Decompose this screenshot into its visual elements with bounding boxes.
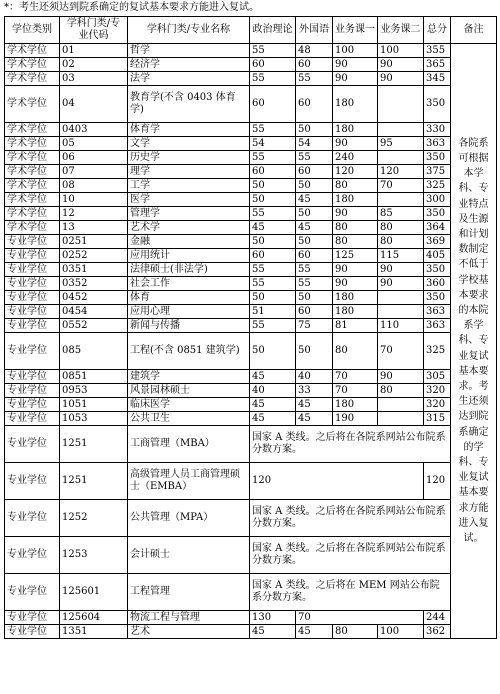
cell-politics: 51 xyxy=(250,305,296,319)
cell-course1: 120 xyxy=(333,165,378,179)
cell-foreign: 50 xyxy=(296,123,333,137)
cell-name: 历史学 xyxy=(128,151,250,165)
table-row xyxy=(5,574,497,611)
cell-politics: 40 xyxy=(250,384,296,398)
table-row xyxy=(5,263,497,277)
cell-politics: 55 xyxy=(250,123,296,137)
cell-total: 305 xyxy=(424,370,451,384)
cell-type: 专业学位 xyxy=(5,537,60,574)
cell-name: 新闻与传播 xyxy=(128,319,250,333)
cell-course1: 80 xyxy=(333,625,378,639)
cell-total: 365 xyxy=(424,58,451,72)
cell-name: 体育学 xyxy=(128,123,250,137)
cell-span-note: 国家 A 类线。之后将在各院系网站公布院系分数方案。 xyxy=(250,426,451,463)
cell-name: 公共管理（MPA） xyxy=(128,500,250,537)
cell-politics: 55 xyxy=(250,72,296,86)
cell-course2: 90 xyxy=(378,72,424,86)
cell-course1: 70 xyxy=(333,384,378,398)
cell-type: 专业学位 xyxy=(5,574,60,611)
cell-type: 专业学位 xyxy=(5,249,60,263)
cell-type: 专业学位 xyxy=(5,463,60,500)
cell-type: 学术学位 xyxy=(5,221,60,235)
cell-politics: 60 xyxy=(250,58,296,72)
cell-code: 01 xyxy=(60,44,128,58)
cell-foreign: 55 xyxy=(296,151,333,165)
cell-foreign: 60 xyxy=(296,58,333,72)
cell-course2 xyxy=(378,412,424,426)
cell-politics: 45 xyxy=(250,398,296,412)
cell-code: 0403 xyxy=(60,123,128,137)
cell-course1: 180 xyxy=(333,193,378,207)
cell-total: 362 xyxy=(424,625,451,639)
cell-politics: 50 xyxy=(250,235,296,249)
cell-type: 学术学位 xyxy=(5,207,60,221)
cell-politics: 55 xyxy=(250,151,296,165)
cell-name: 医学 xyxy=(128,193,250,207)
cell-politics: 54 xyxy=(250,137,296,151)
cell-total: 325 xyxy=(424,333,451,370)
cell-type: 学术学位 xyxy=(5,44,60,58)
cell-course2: 115 xyxy=(378,249,424,263)
table-row xyxy=(5,179,497,193)
cell-name: 临床医学 xyxy=(128,398,250,412)
cell-total: 244 xyxy=(424,611,451,625)
cell-politics: 50 xyxy=(250,179,296,193)
cell-course2: 120 xyxy=(378,165,424,179)
table-row xyxy=(5,625,497,639)
cell-course2: 80 xyxy=(378,221,424,235)
cell-politics: 120 xyxy=(250,463,424,500)
cell-course2 xyxy=(378,291,424,305)
cell-name: 管理学 xyxy=(128,207,250,221)
cell-code: 1053 xyxy=(60,412,128,426)
cell-course2: 110 xyxy=(378,319,424,333)
cell-type: 学术学位 xyxy=(5,86,60,123)
score-table xyxy=(4,16,497,639)
cell-foreign: 60 xyxy=(296,249,333,263)
header-name: 学科门类/专业名称 xyxy=(128,17,250,44)
cell-course2 xyxy=(378,151,424,165)
cell-code: 10 xyxy=(60,193,128,207)
cell-course2 xyxy=(378,305,424,319)
table-row xyxy=(5,426,497,463)
cell-name: 公共卫生 xyxy=(128,412,250,426)
cell-foreign: 54 xyxy=(296,137,333,151)
table-row xyxy=(5,44,497,58)
cell-total: 350 xyxy=(424,263,451,277)
cell-code: 1253 xyxy=(60,537,128,574)
cell-course1: 240 xyxy=(333,151,378,165)
cell-name: 艺术 xyxy=(128,625,250,639)
cell-code: 07 xyxy=(60,165,128,179)
cell-name: 经济学 xyxy=(128,58,250,72)
table-row xyxy=(5,611,497,625)
cell-course2 xyxy=(378,398,424,412)
cell-code: 08 xyxy=(60,179,128,193)
header-type: 学位类别 xyxy=(5,17,60,44)
cell-code: 02 xyxy=(60,58,128,72)
cell-name: 高级管理人员工商管理硕士（EMBA） xyxy=(128,463,250,500)
table-row xyxy=(5,193,497,207)
cell-type: 学术学位 xyxy=(5,137,60,151)
cell-type: 专业学位 xyxy=(5,500,60,537)
cell-course1: 180 xyxy=(333,398,378,412)
cell-foreign: 45 xyxy=(296,412,333,426)
cell-total: 364 xyxy=(424,221,451,235)
cell-code: 0351 xyxy=(60,263,128,277)
table-row xyxy=(5,333,497,370)
cell-code: 0252 xyxy=(60,249,128,263)
cell-course2 xyxy=(378,86,424,123)
cell-politics: 60 xyxy=(250,86,296,123)
cell-code: 125601 xyxy=(60,574,128,611)
table-row xyxy=(5,412,497,426)
cell-foreign: 75 xyxy=(296,319,333,333)
header-total: 总分 xyxy=(424,17,451,44)
cell-code: 1251 xyxy=(60,463,128,500)
cell-course2: 90 xyxy=(378,277,424,291)
cell-course1: 180 xyxy=(333,291,378,305)
footnote: *：考生还须达到院系确定的复试基本要求方能进入复试。 xyxy=(4,2,259,13)
table-row xyxy=(5,537,497,574)
cell-politics: 45 xyxy=(250,412,296,426)
cell-total: 325 xyxy=(424,179,451,193)
cell-politics: 45 xyxy=(250,221,296,235)
cell-type: 专业学位 xyxy=(5,291,60,305)
cell-code: 0454 xyxy=(60,305,128,319)
cell-total: 320 xyxy=(424,384,451,398)
table-row xyxy=(5,235,497,249)
cell-code: 06 xyxy=(60,151,128,165)
cell-course1: 180 xyxy=(333,123,378,137)
cell-code: 1252 xyxy=(60,500,128,537)
table-row xyxy=(5,463,497,500)
cell-foreign: 50 xyxy=(296,207,333,221)
cell-total: 363 xyxy=(424,137,451,151)
cell-foreign: 50 xyxy=(296,291,333,305)
cell-course2: 70 xyxy=(378,333,424,370)
cell-type: 专业学位 xyxy=(5,333,60,370)
cell-total: 375 xyxy=(424,165,451,179)
cell-code: 04 xyxy=(60,86,128,123)
cell-name: 社会工作 xyxy=(128,277,250,291)
cell-course1: 90 xyxy=(333,72,378,86)
cell-foreign: 48 xyxy=(296,44,333,58)
table-row xyxy=(5,305,497,319)
cell-course2: 100 xyxy=(378,44,424,58)
cell-name: 工程(不含 0851 建筑学) xyxy=(128,333,250,370)
cell-politics: 50 xyxy=(250,333,296,370)
cell-type: 专业学位 xyxy=(5,263,60,277)
table-row xyxy=(5,137,497,151)
cell-course2: 80 xyxy=(378,384,424,398)
cell-name: 体育 xyxy=(128,291,250,305)
table-row xyxy=(5,207,497,221)
cell-total: 363 xyxy=(424,305,451,319)
header-code: 学科门类/专业代码 xyxy=(60,17,128,44)
cell-type: 专业学位 xyxy=(5,384,60,398)
cell-foreign: 50 xyxy=(296,179,333,193)
cell-name: 建筑学 xyxy=(128,370,250,384)
header-politics: 政治理论 xyxy=(250,17,296,44)
cell-total: 350 xyxy=(424,86,451,123)
cell-total: 345 xyxy=(424,72,451,86)
cell-name: 工商管理（MBA） xyxy=(128,426,250,463)
table-row xyxy=(5,72,497,86)
cell-name: 工学 xyxy=(128,179,250,193)
cell-total: 315 xyxy=(424,412,451,426)
cell-type: 专业学位 xyxy=(5,426,60,463)
cell-politics: 55 xyxy=(250,207,296,221)
cell-name: 理学 xyxy=(128,165,250,179)
cell-course1: 90 xyxy=(333,58,378,72)
remark-cell: 各院系可根据本学科、专业特点及生源和计划数制定不低于学校基本要求的本院系学科、专业复试基本要求。考生还须达到院系确定的学科、专业复试基本要求方能进入复试。 xyxy=(451,44,497,639)
table-row xyxy=(5,86,497,123)
cell-type: 专业学位 xyxy=(5,412,60,426)
cell-foreign: 60 xyxy=(296,305,333,319)
cell-code: 0352 xyxy=(60,277,128,291)
cell-name: 艺术学 xyxy=(128,221,250,235)
cell-type: 专业学位 xyxy=(5,277,60,291)
table-row xyxy=(5,319,497,333)
cell-name: 教育学(不含 0403 体育学) xyxy=(128,86,250,123)
cell-type: 专业学位 xyxy=(5,398,60,412)
table-row xyxy=(5,249,497,263)
cell-foreign: 45 xyxy=(296,221,333,235)
cell-foreign: 50 xyxy=(296,235,333,249)
cell-type: 专业学位 xyxy=(5,305,60,319)
cell-foreign: 50 xyxy=(296,333,333,370)
cell-name: 法学 xyxy=(128,72,250,86)
table-row xyxy=(5,277,497,291)
cell-name: 会计硕士 xyxy=(128,537,250,574)
cell-course1: 80 xyxy=(333,333,378,370)
cell-course1: 180 xyxy=(333,86,378,123)
cell-course1: 190 xyxy=(333,412,378,426)
cell-course1: 70 xyxy=(333,370,378,384)
cell-politics: 55 xyxy=(250,319,296,333)
cell-course2: 90 xyxy=(378,370,424,384)
cell-code: 03 xyxy=(60,72,128,86)
cell-name: 风景园林硕士 xyxy=(128,384,250,398)
cell-type: 学术学位 xyxy=(5,151,60,165)
cell-type: 学术学位 xyxy=(5,193,60,207)
cell-course2: 85 xyxy=(378,207,424,221)
header-remark: 备注 xyxy=(451,17,497,44)
cell-code: 0452 xyxy=(60,291,128,305)
cell-type: 学术学位 xyxy=(5,72,60,86)
cell-foreign: 70 xyxy=(296,611,424,625)
cell-span-note: 国家 A 类线。之后将在 MEM 网站公布院系分数方案。 xyxy=(250,574,451,611)
cell-total: 300 xyxy=(424,193,451,207)
cell-course1: 80 xyxy=(333,235,378,249)
cell-code: 0251 xyxy=(60,235,128,249)
cell-politics: 55 xyxy=(250,44,296,58)
cell-name: 应用统计 xyxy=(128,249,250,263)
cell-type: 学术学位 xyxy=(5,179,60,193)
cell-course1: 81 xyxy=(333,319,378,333)
cell-course2: 80 xyxy=(378,235,424,249)
table-row xyxy=(5,384,497,398)
table-row xyxy=(5,58,497,72)
cell-total: 369 xyxy=(424,235,451,249)
cell-foreign: 55 xyxy=(296,72,333,86)
cell-foreign: 33 xyxy=(296,384,333,398)
cell-code: 0953 xyxy=(60,384,128,398)
cell-name: 应用心理 xyxy=(128,305,250,319)
header-foreign: 外国语 xyxy=(296,17,333,44)
cell-course1: 100 xyxy=(333,44,378,58)
cell-politics: 45 xyxy=(250,370,296,384)
cell-code: 0552 xyxy=(60,319,128,333)
cell-type: 专业学位 xyxy=(5,611,60,625)
cell-total: 350 xyxy=(424,207,451,221)
table-row xyxy=(5,151,497,165)
cell-span-note: 国家 A 类线。之后将在各院系网站公布院系分数方案。 xyxy=(250,500,451,537)
cell-politics: 60 xyxy=(250,249,296,263)
table-body xyxy=(5,44,497,639)
table-row xyxy=(5,500,497,537)
cell-type: 学术学位 xyxy=(5,165,60,179)
cell-politics: 55 xyxy=(250,263,296,277)
cell-foreign: 45 xyxy=(296,193,333,207)
cell-course1: 180 xyxy=(333,305,378,319)
cell-code: 085 xyxy=(60,333,128,370)
cell-course2 xyxy=(378,193,424,207)
cell-course1: 90 xyxy=(333,207,378,221)
table-row xyxy=(5,123,497,137)
cell-code: 13 xyxy=(60,221,128,235)
cell-course1: 90 xyxy=(333,137,378,151)
cell-code: 0851 xyxy=(60,370,128,384)
cell-code: 1051 xyxy=(60,398,128,412)
cell-code: 1251 xyxy=(60,426,128,463)
table-row xyxy=(5,398,497,412)
cell-politics: 130 xyxy=(250,611,296,625)
cell-foreign: 45 xyxy=(296,625,333,639)
cell-course2 xyxy=(378,123,424,137)
cell-foreign: 40 xyxy=(296,370,333,384)
cell-total: 120 xyxy=(424,463,451,500)
cell-total: 363 xyxy=(424,319,451,333)
table-row xyxy=(5,221,497,235)
cell-politics: 50 xyxy=(250,193,296,207)
cell-type: 专业学位 xyxy=(5,319,60,333)
cell-foreign: 60 xyxy=(296,165,333,179)
cell-course2: 70 xyxy=(378,179,424,193)
cell-code: 125604 xyxy=(60,611,128,625)
table-row xyxy=(5,165,497,179)
cell-code: 1351 xyxy=(60,625,128,639)
cell-course1: 80 xyxy=(333,221,378,235)
cell-foreign: 55 xyxy=(296,263,333,277)
cell-name: 金融 xyxy=(128,235,250,249)
cell-total: 355 xyxy=(424,44,451,58)
cell-course1: 125 xyxy=(333,249,378,263)
cell-type: 专业学位 xyxy=(5,625,60,639)
cell-politics: 50 xyxy=(250,291,296,305)
cell-code: 05 xyxy=(60,137,128,151)
cell-total: 405 xyxy=(424,249,451,263)
cell-politics: 60 xyxy=(250,165,296,179)
cell-foreign: 55 xyxy=(296,277,333,291)
cell-name: 哲学 xyxy=(128,44,250,58)
cell-total: 350 xyxy=(424,291,451,305)
cell-course2: 95 xyxy=(378,137,424,151)
cell-politics: 45 xyxy=(250,625,296,639)
cell-politics: 55 xyxy=(250,277,296,291)
header-course2: 业务课二 xyxy=(378,17,424,44)
cell-total: 360 xyxy=(424,277,451,291)
cell-type: 学术学位 xyxy=(5,123,60,137)
header-row xyxy=(5,17,497,44)
cell-type: 专业学位 xyxy=(5,235,60,249)
cell-total: 350 xyxy=(424,151,451,165)
table-row xyxy=(5,291,497,305)
cell-type: 学术学位 xyxy=(5,58,60,72)
cell-name: 法律硕士(非法学) xyxy=(128,263,250,277)
cell-foreign: 60 xyxy=(296,86,333,123)
table-row xyxy=(5,370,497,384)
cell-name: 工程管理 xyxy=(128,574,250,611)
cell-foreign: 45 xyxy=(296,398,333,412)
header-course1: 业务课一 xyxy=(333,17,378,44)
cell-course1: 80 xyxy=(333,179,378,193)
cell-span-note: 国家 A 类线。之后将在各院系网站公布院系分数方案。 xyxy=(250,537,451,574)
cell-course2: 90 xyxy=(378,263,424,277)
cell-name: 文学 xyxy=(128,137,250,151)
cell-course1: 90 xyxy=(333,277,378,291)
cell-name: 物流工程与管理 xyxy=(128,611,250,625)
cell-total: 320 xyxy=(424,398,451,412)
cell-course2: 100 xyxy=(378,625,424,639)
cell-course1: 90 xyxy=(333,263,378,277)
cell-type: 专业学位 xyxy=(5,370,60,384)
cell-code: 12 xyxy=(60,207,128,221)
cell-course2: 90 xyxy=(378,58,424,72)
cell-total: 330 xyxy=(424,123,451,137)
